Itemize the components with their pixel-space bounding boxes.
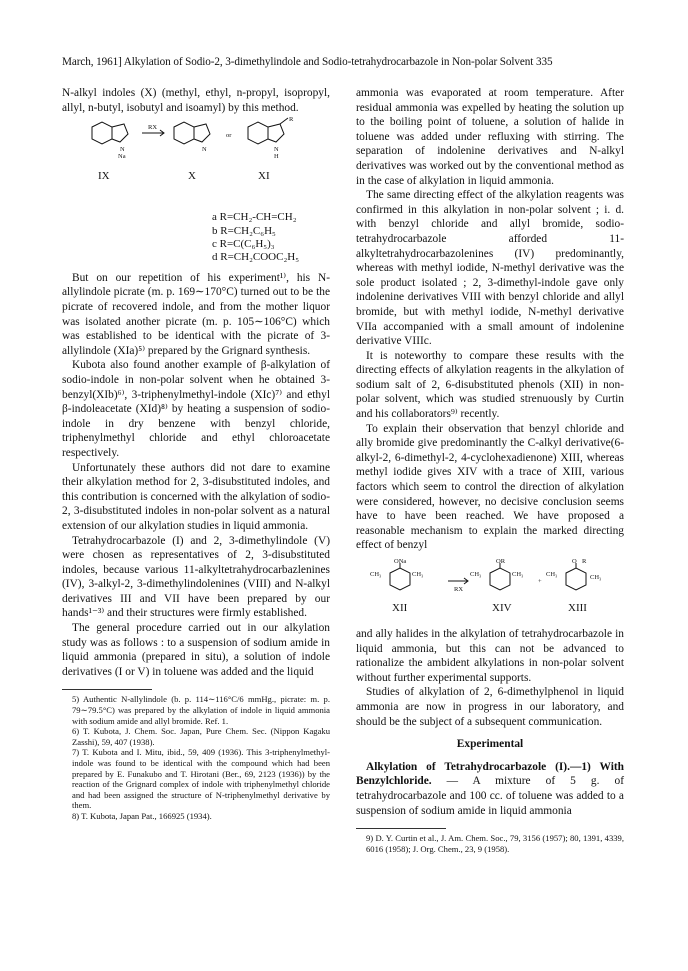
reagent-rx-2: RX: [454, 586, 464, 593]
atom-ch3-xii-right: CH₃: [412, 571, 424, 578]
phenol-structures-diagram: [356, 559, 624, 623]
atom-ona: ONa: [394, 559, 407, 565]
indole-x-benzene-ring: [174, 122, 194, 144]
indole-xi-r-bond: [280, 118, 288, 124]
atom-n-xi: N: [274, 146, 279, 154]
indole-xi-pyrrole-ring: [268, 124, 284, 142]
phenol-xii-ring: [390, 568, 410, 590]
atom-ch3-xii-left: CH₃: [370, 571, 382, 578]
label-xi: XI: [258, 170, 270, 183]
indole-structures-diagram: [62, 115, 330, 207]
atom-ch3-xiii-left: CH₃: [546, 571, 558, 578]
paragraph-procedure: The general procedure carried out in our alkylation study was as follows : to a suspension of sodium amide in liquid ammonia (prepared in situ), a solution of indole derivatives (I or V) in toluene was added and the liquid: [62, 622, 330, 678]
atom-r-xi: R: [289, 116, 294, 124]
dienone-xiii-ring: [566, 568, 586, 590]
paragraph-ammonia: ammonia was evaporated at room temperature. After residual ammonia was expelled by heating the solution up to the boiling point of toluene, a solution of halide in toluene was added under refluxing with stirring. The separation of indolenine derivatives and N-alkyl derivatives was worked out by the conventional method as in the case of alkylation in liquid ammonia.: [356, 87, 624, 187]
label-xiii: XIII: [568, 602, 587, 614]
phenol-xiv-ring: [490, 568, 510, 590]
paragraph-unfortunately: Unfortunately these authors did not dare to examine their alkylation method for 2, 3-disubstituted indoles, and this contribution is concerned with the alkylation of sodio-2, 3-disubstituted indoles in non-polar solvent as a natural extension of our alkylation studies in liquid ammonia.: [62, 461, 330, 532]
substituent-b: b R=CH₂C₆H₅: [212, 224, 276, 237]
label-xiv: XIV: [492, 602, 512, 614]
paragraph-repetition: But on our repetition of his experiment¹⁾, his N-allylindole picrate (m. p. 169∼170°C) turned out to be the picrate of recovered indole, and from the mother liquor was isolated another picrate (m. p. 105∼106°C) which was established to be identical with the picrate of 3-allylindole (XIa)⁵⁾ prepared by the Grignard synthesis.: [62, 271, 330, 357]
atom-n-x: N: [202, 146, 207, 154]
indole-xi-benzene-ring: [248, 122, 268, 144]
atom-n-ix: N: [120, 146, 125, 154]
or-label: or: [226, 132, 232, 140]
paragraph-noteworthy: It is noteworthy to compare these results with the directing effects of alkylation reagents in the alkylation of sodium salt of 2, 6-disubstituted phenols (XII) in non-polar solvent, which was studied strenuously by Curtin and his collaborators⁹⁾ recently.: [356, 349, 624, 421]
atom-ch3-xiv-left: CH₃: [470, 571, 482, 578]
footnote-rule-right: [356, 828, 446, 829]
substituent-d: d R=CH₂COOC₂H₅: [212, 251, 300, 264]
paragraph-studies: Studies of alkylation of 2, 6-dimethylphenol in liquid ammonia are now in progress in our laboratory, and should be the subject of a subsequent communication.: [356, 686, 624, 728]
section-heading-experimental: Experimental: [456, 738, 524, 751]
reagent-rx: RX: [148, 124, 158, 132]
paragraph-directing-effect: The same directing effect of the alkylation reagents was confirmed in this alkylation in non-polar solvent ; i. d. with benzyl chloride and allyl bromide, sodio-tetrahydrocarbazole afforded 11-alkyltetrahydrocarbazolenines (IV) predominantly, whereas with methyl iodide, N-methyl derivative was the sole product isolated ; 2, 3-dimethyl-indole gave only indolenine derivatives VIII with benzyl chloride and allyl bromide, but with methyl iodide, N-methyl derivative VIIa accompanied with a small amount of indolenine derivative VIIIc.: [356, 189, 624, 348]
paragraph-explain: To explain their observation that benzyl chloride and ally bromide give predominantly the C-alkyl derivative(6-alkyl-2, 6-dimethyl-2, 4-cyclohexadienone) XIII, whereas methyl iodide gives XIV with a trace of XIII, various factors which seem to control the direction of alkylation were considered, however, no decisive conclusion seems have to have been reached. We have proposed a reasonable mechanism to explain the marked directing effect of benzyl: [356, 422, 624, 552]
footnote-9: 9) D. Y. Curtin et al., J. Am. Chem. Soc., 79, 3156 (1957); 80, 1391, 4339, 6016 (1958); J. Org. Chem., 23, 9 (1958).: [366, 833, 624, 854]
indole-alkylation-scheme: [62, 115, 330, 207]
experimental-subtitle: Alkylation of Tetrahydrocarbazole (I).—1) With Benzylchloride.: [356, 760, 624, 788]
footnote-5: 5) Authentic N-allylindole (b. p. 114∼116°C/6 mmHg., picrate: m. p. 79∼79.5°C) was prepared by the alkylation of indole in liquid ammonia with sodium amide and allyl bromide. Ref. 1.: [72, 694, 330, 726]
substituent-list: [212, 211, 330, 265]
label-ix: IX: [98, 170, 110, 183]
footnote-8: 8) T. Kubota, Japan Pat., 166925 (1934).: [72, 810, 212, 821]
experimental-text: — A mixture of 5 g. of tetrahydrocarbazole and 100 cc. of toluene was added to a suspension of sodium amide in liquid ammonia: [356, 775, 624, 817]
indole-ix-pyrrole-ring: [112, 124, 128, 142]
atom-ch3-xiii-right: CH₃: [590, 574, 602, 581]
paragraph-kubota: Kubota also found another example of β-alkylation of sodio-indole in non-polar solvent when he obtained 3-benzyl(XIb)⁶⁾, 3-triphenylmethyl-indole (XIc)⁷⁾ and ethyl β-indoleacetate (XId)⁸⁾ by heating a suspension of sodio-indole in dry benzene with benzyl chloride, triphenylmethyl chloride and ethyl chloroacetate respectively.: [62, 359, 330, 459]
atom-r-xiii: R: [582, 559, 587, 565]
footnote-rule: [62, 689, 152, 690]
atom-ch3-xiv-right: CH₃: [512, 571, 524, 578]
left-column: [62, 86, 330, 822]
indole-ix-benzene-ring: [92, 122, 112, 144]
atom-or: OR: [496, 559, 506, 565]
intro-paragraph: N-alkyl indoles (X) (methyl, ethyl, n-propyl, isopropyl, allyl, n-butyl, isobutyl and isoamyl) by this method.: [62, 87, 330, 114]
right-column: [356, 86, 624, 854]
substituent-c: c R=C(C₆H₅)₃: [212, 238, 275, 250]
label-x: X: [188, 170, 196, 183]
footnote-7: 7) T. Kubota and I. Mitu, ibid., 59, 409 (1936). This 3-triphenylmethyl-indole was found to be identical with the compound which had been prepared by E. Funakubo and T. Hirotani (Ber., 69, 2123 (1936)) by the reaction of the Grignard complex of indole with triphenylmethyl chloride and had been assigned the structure of N-triphenylmethyl derivative by them.: [72, 747, 330, 811]
plus-sign: +: [538, 578, 542, 585]
indole-x-pyrrole-ring: [194, 124, 210, 142]
atom-h-xi: H: [274, 153, 279, 161]
running-header: March, 1961] Alkylation of Sodio-2, 3-dimethylindole and Sodio-tetrahydrocarbazole in Non-polar Solvent 335: [62, 56, 553, 68]
footnote-6: 6) T. Kubota, J. Chem. Soc. Japan, Pure Chem. Sec. (Nippon Kagaku Zasshi), 59, 407 (1938).: [72, 726, 330, 747]
atom-na-ix: Na: [118, 153, 126, 161]
atom-o: O: [572, 559, 577, 565]
paragraph-ally-halides: and ally halides in the alkylation of tetrahydrocarbazole in liquid ammonia, but this can not be advanced to rationalize the ambident alkylations in non-polar solvent without further experimental supports.: [356, 628, 624, 684]
paragraph-tetrahydrocarbazole: Tetrahydrocarbazole (I) and 2, 3-dimethylindole (V) were chosen as representatives of 2, 3-disubstituted indoles, because various 11-alkyltetrahydrocarbazlenines (IV), 3-alkyl-2, 3-dimethylindolenines (VIII) and N-alkyl derivatives III and VII have been prepared by our hands¹⁻³⁾ and their structures were firmly established.: [62, 534, 330, 620]
label-xii: XII: [392, 602, 408, 614]
substituent-a: a R=CH₂-CH=CH₂: [212, 211, 297, 224]
paragraph-experimental: [356, 760, 624, 818]
phenol-alkylation-scheme: [356, 559, 624, 623]
